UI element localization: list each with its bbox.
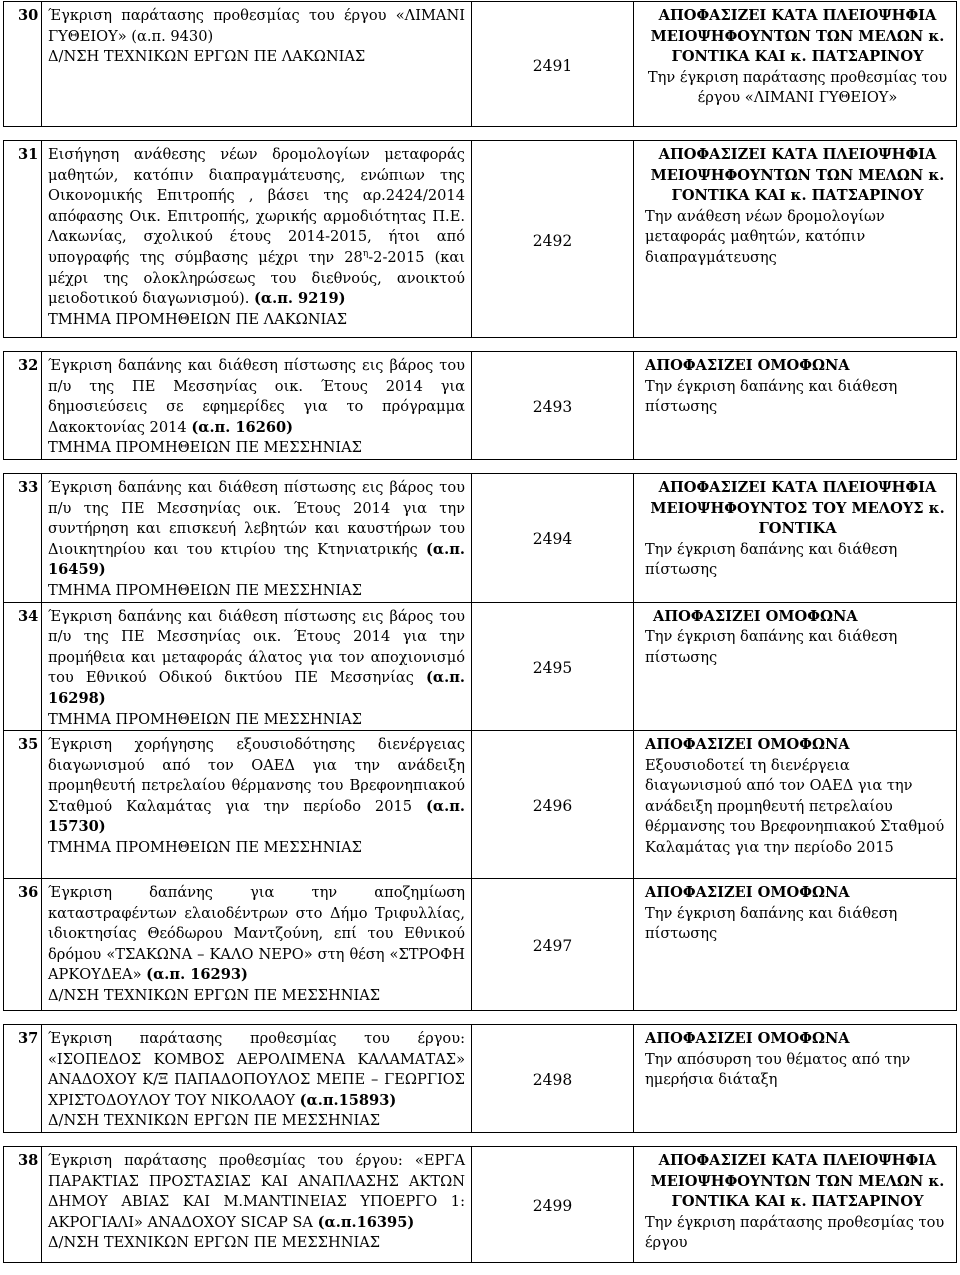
result-heading: ΑΠΟΦΑΣΙΖΕΙ ΟΜΟΦΩΝΑ [645,736,850,754]
item-number: 38 [4,1147,42,1263]
table-row [4,731,957,879]
result-text: Την ανάθεση νέων δρομολογίων μεταφοράς μαθητών, κατόπιν διαπραγμάτευσης [645,207,885,266]
department: ΤΜΗΜΑ ΠΡΟΜΗΘΕΙΩΝ ΠΕ ΜΕΣΣΗΝΙΑΣ [48,439,362,457]
reference-number: (α.π. 16293) [146,966,248,984]
result-text: Την έγκριση παράτασης προθεσμίας του έργου «ΛΙΜΑΝΙ ΓΥΘΕΙΟΥ» [647,68,948,107]
item-number: 35 [4,731,42,879]
row-gap [4,338,957,352]
table-row [4,473,957,602]
item-result [634,473,957,602]
item-result [634,2,957,127]
result-heading: ΑΠΟΦΑΣΙΖΕΙ ΟΜΟΦΩΝΑ [645,1030,850,1048]
table-row [4,602,957,731]
item-result [634,602,957,731]
table-row [4,141,957,338]
result-heading: ΑΠΟΦΑΣΙΖΕΙ ΟΜΟΦΩΝΑ [653,607,858,625]
description-text: Έγκριση παράτασης προθεσμίας του έργου «ΛΙΜΑΝΙ ΓΥΘΕΙΟΥ» (α.π. 9430) [48,7,465,45]
item-number: 34 [4,602,42,731]
item-number: 32 [4,352,42,460]
item-result [634,731,957,879]
item-result [634,141,957,338]
reference-number: (α.π. 15730) [48,797,465,836]
result-heading: ΑΠΟΦΑΣΙΖΕΙ ΚΑΤΑ ΠΛΕΙΟΨΗΦΙΑ ΜΕΙΟΨΗΦΟΥΝΤΩΝ ΤΩΝ ΜΕΛΩΝ κ. ΓΟΝΤΙΚΑ ΚΑΙ κ. ΠΑΤΣΑΡΙΝΟΥ [650,146,945,205]
reference-number: (α.π.15893) [299,1091,397,1109]
description-text: Έγκριση δαπάνης για την αποζημίωση καταστραφέντων ελαιοδέντρων στο Δήμο Τριφυλλίας, ιδιοκτησίας Θεόδωρου Μαντζούνη, επί του Εθνικού δρόμου «ΤΣΑΚΩΝΑ – ΚΑΛΟ ΝΕΡΟ» στη θέση «ΣΤΡΟΦΗ ΑΡΚΟΥΔΕΑ» [48,884,465,984]
superscript: η [362,249,369,260]
item-number: 33 [4,473,42,602]
item-number: 37 [4,1025,42,1133]
department: Δ/ΝΣΗ ΤΕΧΝΙΚΩΝ ΕΡΓΩΝ ΠΕ ΛΑΚΩΝΙΑΣ [48,48,366,66]
reference-number: (α.π. 16260) [191,418,294,436]
result-text: Την έγκριση δαπάνης και διάθεση πίστωσης [645,377,898,416]
description-text-cont: -2-2015 (και μέχρι της ολοκληρώσεως του διεθνούς, ανοικτού μειοδοτικού διαγωνισμού). [48,248,465,308]
item-description [42,473,472,602]
description-text: Έγκριση παράτασης προθεσμίας του έργου: «ΕΡΓΑ ΠΑΡΑΚΤΙΑΣ ΠΡΟΣΤΑΣΙΑΣ ΚΑΙ ΑΝΑΠΛΑΣΗΣ ΑΚΤΩΝ ΔΗΜΟΥ ΑΒΙΑΣ ΚΑΙ Μ.ΜΑΝΤΙΝΕΙΑΣ ΥΠΟΕΡΓΟ 1: ΑΚΡΟΓΙΑΛΙ» ΑΝΑΔΟΧΟΥ SICAP SA [48,1152,465,1231]
decision-number: 2492 [472,141,634,338]
item-description [42,879,472,1011]
item-description [42,2,472,127]
description-text: Έγκριση δαπάνης και διάθεση πίστωσης εις βάρος του π/υ της ΠΕ Μεσσηνίας οικ. Έτους 2014 για την προμήθεια και μεταφοράς άλατος για τον αποχιονισμό του Εθνικού Οδικού δικτύου ΠΕ Μεσσηνίας [48,607,465,687]
decision-number: 2497 [472,879,634,1011]
decision-number: 2496 [472,731,634,879]
decision-number: 2491 [472,2,634,127]
item-description [42,352,472,460]
description-text: Εισήγηση ανάθεσης νέων δρομολογίων μεταφοράς μαθητών, κατόπιν διαπραγμάτευσης, ενώπιων της Οικονομικής Επιτροπής , βάσει της αρ.2424/2014 απόφασης Οικ. Επιτροπής, χωρικής αρμοδιότητας Π.Ε. Λακωνίας, σχολικού έτους 2014-2015, ήτοι από υπογραφής της σύμβασης μέχρι την 28 [48,146,465,266]
table-row [4,352,957,460]
item-number: 36 [4,879,42,1011]
table-row [4,1147,957,1263]
result-text: Την έγκριση δαπάνης και διάθεση πίστωσης [645,628,898,666]
department: ΤΜΗΜΑ ΠΡΟΜΗΘΕΙΩΝ ΠΕ ΜΕΣΣΗΝΙΑΣ [48,839,362,857]
description-text: Έγκριση χορήγησης εξουσιοδότησης διενέργειας διαγωνισμού από τον ΟΑΕΔ για την ανάδειξη προμηθευτή πετρελαίου θέρμανσης του Βρεφονηπιακού Σταθμού Καλαμάτας για την περίοδο 2015 [48,736,465,815]
row-gap [4,459,957,473]
result-heading: ΑΠΟΦΑΣΙΖΕΙ ΚΑΤΑ ΠΛΕΙΟΨΗΦΙΑ ΜΕΙΟΨΗΦΟΥΝΤΩΝ ΤΩΝ ΜΕΛΩΝ κ. ΓΟΝΤΙΚΑ ΚΑΙ κ. ΠΑΤΣΑΡΙΝΟΥ [650,7,945,66]
item-description [42,731,472,879]
item-result [634,879,957,1011]
description-text: Έγκριση παράτασης προθεσμίας του έργου: «ΙΣΟΠΕΔΟΣ ΚΟΜΒΟΣ ΑΕΡΟΛΙΜΕΝΑ ΚΑΛΑΜΑΤΑΣ» ΑΝΑΔΟΧΟΥ Κ/Ξ ΠΑΠΑΔΟΠΟΥΛΟΣ ΜΕΠΕ – ΓΕΩΡΓΙΟΣ ΧΡΙΣΤΟΔΟΥΛΟΥ ΤΟΥ ΝΙΚΟΛΑΟΥ [48,1030,465,1109]
result-text: Την έγκριση παράτασης προθεσμίας του έργου [645,1213,945,1252]
reference-number: (α.π. 9219) [254,290,346,308]
department: Δ/ΝΣΗ ΤΕΧΝΙΚΩΝ ΕΡΓΩΝ ΠΕ ΜΕΣΣΗΝΙΑΣ [48,1234,381,1252]
item-result [634,1147,957,1263]
item-description [42,602,472,731]
result-text: Εξουσιοδοτεί τη διενέργεια διαγωνισμού από τον ΟΑΕΔ για την ανάδειξη προμηθευτή πετρελαίου θέρμανσης του Βρεφονηπιακού Σταθμού Καλαμάτας για την περίοδο 2015 [645,756,945,857]
item-description [42,1147,472,1263]
item-result [634,352,957,460]
result-heading: ΑΠΟΦΑΣΙΖΕΙ ΟΜΟΦΩΝΑ [645,884,850,902]
department: ΤΜΗΜΑ ΠΡΟΜΗΘΕΙΩΝ ΠΕ ΛΑΚΩΝΙΑΣ [48,310,348,328]
reference-number: (α.π. 16298) [48,669,465,707]
result-text: Την απόσυρση του θέματος από την ημερήσια διάταξη [645,1050,911,1089]
department: ΤΜΗΜΑ ΠΡΟΜΗΘΕΙΩΝ ΠΕ ΜΕΣΣΗΝΙΑΣ [48,581,362,599]
department: Δ/ΝΣΗ ΤΕΧΝΙΚΩΝ ΕΡΓΩΝ ΠΕ ΜΕΣΣΗΝΙΑΣ [48,987,381,1005]
item-result [634,1025,957,1133]
item-number: 31 [4,141,42,338]
result-heading: ΑΠΟΦΑΣΙΖΕΙ ΚΑΤΑ ΠΛΕΙΟΨΗΦΙΑ ΜΕΙΟΨΗΦΟΥΝΤΟΣ ΤΟΥ ΜΕΛΟΥΣ κ. ΓΟΝΤΙΚΑ [650,478,945,538]
reference-number: (α.π. 16459) [48,540,466,579]
decision-number: 2494 [472,473,634,602]
item-number: 30 [4,2,42,127]
minutes-table [3,1,957,1263]
description-text: Έγκριση δαπάνης και διάθεση πίστωσης εις βάρος του π/υ της ΠΕ Μεσσηνίας οικ. Έτους 2014 για την συντήρηση και επισκευή λεβητών και καυστήρων του Διοικητηρίου και του κτιρίου της Κτηνιατρικής [48,478,465,558]
decision-number: 2499 [472,1147,634,1263]
decision-number: 2495 [472,602,634,731]
description-text: Έγκριση δαπάνης και διάθεση πίστωσης εις βάρος του π/υ της ΠΕ Μεσσηνίας οικ. Έτους 2014 για δημοσιεύσεις σε εφημερίδες για το πρόγραμμα Δακοκτονίας 2014 [48,357,465,436]
row-gap [4,127,957,141]
result-text: Την έγκριση δαπάνης και διάθεση πίστωσης [645,540,898,579]
row-gap [4,1011,957,1025]
department: ΤΜΗΜΑ ΠΡΟΜΗΘΕΙΩΝ ΠΕ ΜΕΣΣΗΝΙΑΣ [48,710,362,728]
table-row [4,879,957,1011]
row-gap [4,1133,957,1147]
item-description [42,1025,472,1133]
result-heading: ΑΠΟΦΑΣΙΖΕΙ ΟΜΟΦΩΝΑ [645,357,850,374]
result-heading: ΑΠΟΦΑΣΙΖΕΙ ΚΑΤΑ ΠΛΕΙΟΨΗΦΙΑ ΜΕΙΟΨΗΦΟΥΝΤΩΝ ΤΩΝ ΜΕΛΩΝ κ. ΓΟΝΤΙΚΑ ΚΑΙ κ. ΠΑΤΣΑΡΙΝΟΥ [650,1152,945,1211]
table-row [4,1025,957,1133]
decision-number: 2498 [472,1025,634,1133]
result-text: Την έγκριση δαπάνης και διάθεση πίστωσης [645,904,898,943]
department: Δ/ΝΣΗ ΤΕΧΝΙΚΩΝ ΕΡΓΩΝ ΠΕ ΜΕΣΣΗΝΙΑΣ [48,1112,381,1130]
reference-number: (α.π.16395) [317,1213,415,1231]
table-row [4,2,957,127]
item-description [42,141,472,338]
decision-number: 2493 [472,352,634,460]
